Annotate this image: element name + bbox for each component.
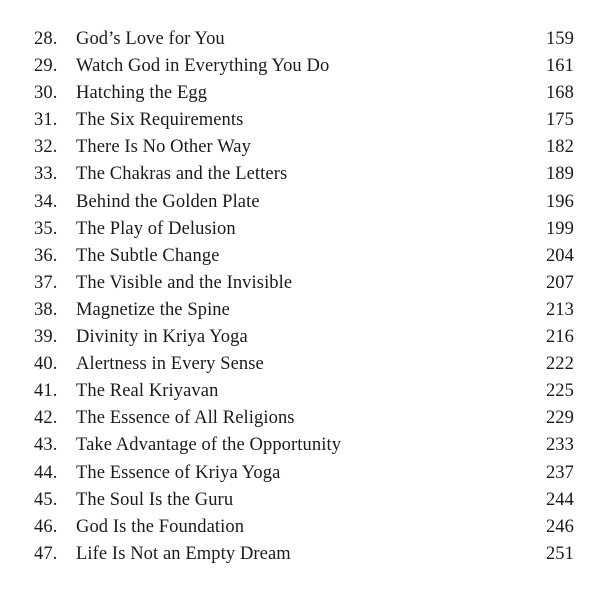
toc-entry — [34, 270, 574, 297]
toc-entry-title: The Visible and the Invisible — [76, 272, 293, 293]
toc-entry-title: The Real Kriyavan — [76, 381, 219, 402]
toc-entry-page: 222 — [545, 354, 574, 375]
toc-entry-number: 44. — [34, 462, 58, 483]
toc-entry-page: 251 — [545, 543, 574, 564]
toc-entry — [34, 460, 574, 487]
toc-entry-title: The Subtle Change — [76, 245, 220, 266]
toc-entry — [34, 26, 574, 53]
toc-entry-title: The Chakras and the Letters — [76, 164, 288, 185]
toc-entry — [34, 80, 574, 107]
toc-entry-title: Divinity in Kriya Yoga — [76, 327, 248, 348]
toc-entry — [34, 53, 574, 80]
toc-entry-page: 225 — [545, 381, 574, 402]
toc-entry-number: 46. — [34, 516, 58, 537]
toc-entry-page: 246 — [545, 516, 574, 537]
toc-entry — [34, 487, 574, 514]
toc-entry-page: 199 — [545, 218, 574, 239]
toc-entry-page: 189 — [545, 164, 574, 185]
toc-entry — [34, 216, 574, 243]
toc-entry — [34, 378, 574, 405]
toc-entry-page: 161 — [545, 56, 574, 77]
toc-entry — [34, 243, 574, 270]
toc-entry-page: 196 — [545, 191, 574, 212]
toc-entry-number: 34. — [34, 191, 58, 212]
toc-entry-number: 41. — [34, 381, 58, 402]
toc-entry — [34, 107, 574, 134]
toc-entry-number: 36. — [34, 245, 58, 266]
toc-entry-page: 237 — [545, 462, 574, 483]
toc-entry-number: 30. — [34, 83, 58, 104]
toc-entry-page: 168 — [545, 83, 574, 104]
toc-entry-title: The Six Requirements — [76, 110, 244, 131]
toc-entry-title: The Essence of Kriya Yoga — [76, 462, 281, 483]
toc-entry-page: 204 — [545, 245, 574, 266]
toc-entry-title: There Is No Other Way — [76, 137, 251, 158]
toc-entry-number: 38. — [34, 299, 58, 320]
toc-entry-page: 159 — [545, 29, 574, 49]
toc-entry-page: 207 — [545, 272, 574, 293]
toc-entry-number: 37. — [34, 272, 58, 293]
toc-entry — [34, 514, 574, 541]
toc-entry — [34, 297, 574, 324]
toc-entry-title: The Play of Delusion — [76, 218, 236, 239]
toc-entry-title: The Essence of All Religions — [76, 408, 295, 429]
toc-entry-title: God Is the Foundation — [76, 516, 245, 537]
toc-entry-title: Life Is Not an Empty Dream — [76, 543, 291, 564]
toc-entry-number: 28. — [34, 29, 58, 49]
toc-entry-page: 182 — [545, 137, 574, 158]
toc-entry-title: The Soul Is the Guru — [76, 489, 234, 510]
toc-entry-title: Alertness in Every Sense — [76, 354, 264, 375]
toc-entry — [34, 405, 574, 432]
toc-entry — [34, 134, 574, 161]
toc-entry-title: God’s Love for You — [76, 29, 225, 49]
toc-entry — [34, 161, 574, 188]
toc-entry-title: Behind the Golden Plate — [76, 191, 260, 212]
toc-entry — [34, 324, 574, 351]
toc-entry-page: 213 — [545, 299, 574, 320]
toc-entry-page: 244 — [545, 489, 574, 510]
toc-entry-number: 42. — [34, 408, 58, 429]
toc-entry-number: 47. — [34, 543, 58, 564]
toc-entry-page: 233 — [545, 435, 574, 456]
toc-entry-number: 43. — [34, 435, 58, 456]
toc-entry-title: Magnetize the Spine — [76, 299, 230, 320]
toc-entry-title: Hatching the Egg — [76, 83, 208, 104]
toc-entry — [34, 189, 574, 216]
toc-entry-number: 32. — [34, 137, 58, 158]
toc-entry-page: 175 — [545, 110, 574, 131]
toc-entry-title: Take Advantage of the Opportunity — [76, 435, 342, 456]
toc-entry — [34, 351, 574, 378]
toc-entry-title: Watch God in Everything You Do — [76, 56, 330, 77]
toc-entry-number: 31. — [34, 110, 58, 131]
toc-entry-page: 229 — [545, 408, 574, 429]
toc-entry — [34, 432, 574, 459]
toc-entry-number: 29. — [34, 56, 58, 77]
toc-entry-number: 40. — [34, 354, 58, 375]
toc-entry-number: 39. — [34, 327, 58, 348]
toc-entry-page: 216 — [545, 327, 574, 348]
table-of-contents — [34, 26, 574, 568]
toc-entry — [34, 541, 574, 568]
toc-entry-number: 33. — [34, 164, 58, 185]
toc-entry-number: 45. — [34, 489, 58, 510]
toc-entry-number: 35. — [34, 218, 58, 239]
